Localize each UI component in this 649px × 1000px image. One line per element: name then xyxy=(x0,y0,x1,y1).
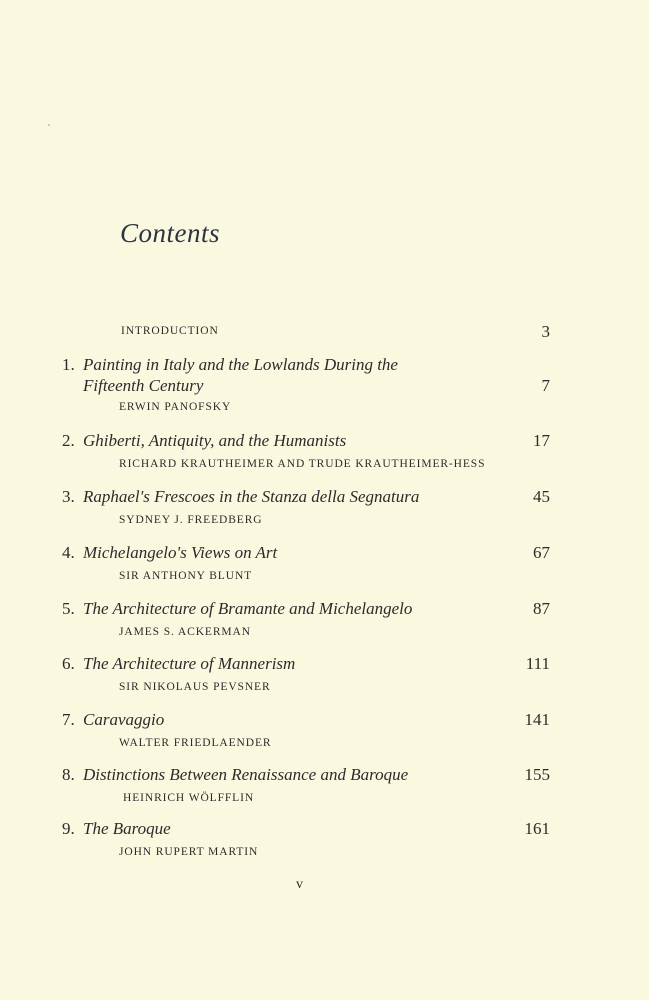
entry-number: 1. xyxy=(62,355,75,374)
entry-page-number: 45 xyxy=(533,487,550,506)
entry-number: 5. xyxy=(62,599,75,618)
entry-author: ERWIN PANOFSKY xyxy=(119,401,232,413)
entry-page-number: 155 xyxy=(524,765,550,784)
entry-title: Michelangelo's Views on Art xyxy=(83,543,278,562)
entry-page-number: 7 xyxy=(541,376,550,395)
entry-number: 2. xyxy=(62,431,75,450)
entry-number: 3. xyxy=(62,487,75,506)
page-title: Contents xyxy=(120,218,221,248)
entry-page-number: 161 xyxy=(524,819,550,838)
entry-title-line-2: Fifteenth Century xyxy=(83,376,204,395)
entry-page-number: 67 xyxy=(533,543,550,562)
entry-page-number: 141 xyxy=(524,710,550,729)
entry-title: Distinctions Between Renaissance and Baroque xyxy=(83,765,409,784)
entry-number: 6. xyxy=(62,654,75,673)
entry-number: 7. xyxy=(62,710,75,729)
entry-page-number: 87 xyxy=(533,599,550,618)
entry-author: HEINRICH WÖLFFLIN xyxy=(123,792,255,804)
entry-title: Ghiberti, Antiquity, and the Humanists xyxy=(83,431,347,450)
entry-title: The Architecture of Mannerism xyxy=(83,654,296,673)
entry-page-number: 17 xyxy=(533,431,550,450)
entry-title: The Architecture of Bramante and Michelangelo xyxy=(83,599,413,618)
paper-speck xyxy=(48,124,50,126)
entry-title: Raphael's Frescoes in the Stanza della Segnatura xyxy=(83,487,420,506)
entry-number: 8. xyxy=(62,765,75,784)
entry-number: 4. xyxy=(62,543,75,562)
entry-title-line-1: Painting in Italy and the Lowlands During the xyxy=(83,355,398,374)
entry-number: 9. xyxy=(62,819,75,838)
entry-author: SIR NIKOLAUS PEVSNER xyxy=(119,681,271,693)
entry-title: Caravaggio xyxy=(83,710,165,729)
page-folio: v xyxy=(296,877,304,892)
entry-author: SYDNEY J. FREEDBERG xyxy=(119,514,263,526)
introduction-page-number: 3 xyxy=(541,322,550,341)
entry-author: JOHN RUPERT MARTIN xyxy=(119,846,259,858)
entry-page-number: 111 xyxy=(525,654,550,673)
introduction-label: INTRODUCTION xyxy=(121,325,219,337)
entry-author: JAMES S. ACKERMAN xyxy=(119,626,251,638)
entry-title: The Baroque xyxy=(83,819,171,838)
entry-author: SIR ANTHONY BLUNT xyxy=(119,570,253,582)
entry-author: RICHARD KRAUTHEIMER AND TRUDE KRAUTHEIMER-HESS xyxy=(119,458,486,470)
entry-author: WALTER FRIEDLAENDER xyxy=(119,737,272,749)
